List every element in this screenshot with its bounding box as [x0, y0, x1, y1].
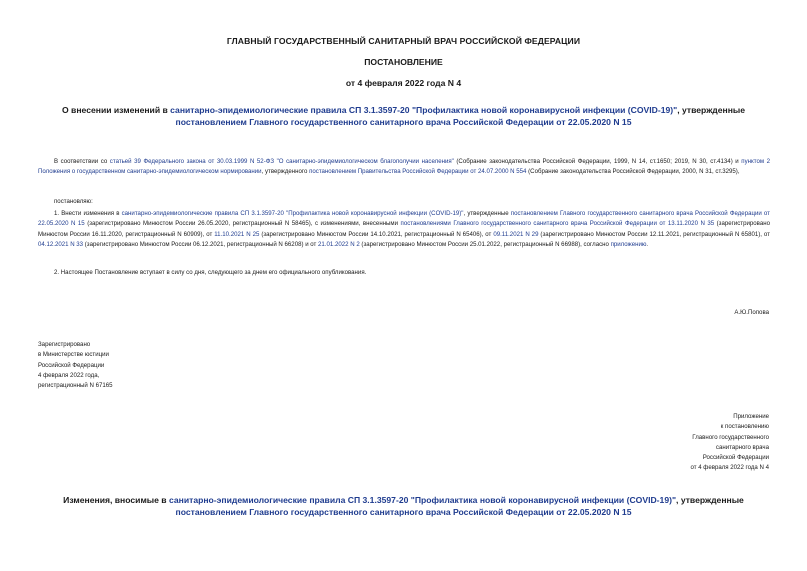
item1-link-appendix[interactable]: приложению	[610, 240, 647, 248]
appendix-title-text-2: , утвержденные	[676, 495, 744, 505]
item1-text-6: (зарегистрировано Минюстом России 12.11.2021, регистрационный N 65801), от	[538, 230, 770, 238]
appendix-line: Главного государственного	[692, 433, 769, 441]
link-regulation-point-2[interactable]: пунктом 2 Положения о государственном санитарно-эпидемиологическом нормировании	[38, 158, 770, 176]
item1-link-resolution-33[interactable]: 04.12.2021 N 33	[38, 240, 84, 248]
registration-line: Зарегистрировано	[38, 341, 91, 348]
link-government-resolution-554[interactable]: постановлением Правительства Российской Федерации от 24.07.2000 N 554	[309, 168, 527, 176]
considering-text-3: , утвержденного	[261, 168, 310, 176]
item1-text-5: (зарегистрировано Минюстом России 14.10.2021, регистрационный N 65406), от	[259, 230, 494, 238]
appendix-line: от 4 февраля 2022 года N 4	[690, 464, 769, 472]
appendix-title-link-resolution-15[interactable]: постановлением Главного государственного санитарного врача Российской Федерации от 22.05.2020 N 15	[175, 507, 632, 517]
item1-text-7: (зарегистрировано Минюстом России 06.12.2021, регистрационный N 66208) и от	[83, 240, 319, 248]
item-1-paragraph	[38, 209, 770, 250]
registration-line: Российской Федерации	[38, 361, 105, 369]
item1-text-8: (зарегистрировано Минюстом России 25.01.2022, регистрационный N 66988), согласно	[359, 240, 611, 248]
appendix-line: Приложение	[733, 413, 769, 420]
item1-link-resolution-29[interactable]: 09.11.2021 N 29	[493, 230, 539, 238]
registration-line: 4 февраля 2022 года,	[38, 371, 100, 379]
item1-text-2: , утвержденные	[463, 210, 511, 217]
appendix-title-link-sanitary-rules[interactable]: санитарно-эпидемиологические правила СП 3.1.3597-20 "Профилактика новой коронавирусной инфекции (COVID-19)"	[168, 495, 677, 505]
considering-text-2: (Собрание законодательства Российской Федерации, 1999, N 14, ст.1650; 2019, N 30, ст.4134) и	[453, 158, 742, 165]
document-title	[40, 104, 767, 128]
considering-text-4: (Собрание законодательства Российской Федерации, 2000, N 31, ст.3295),	[526, 168, 740, 176]
appendix-title	[40, 494, 767, 518]
appendix-line: санитарного врача	[715, 443, 769, 451]
appendix-line: Российской Федерации	[702, 454, 769, 462]
link-article-39[interactable]: статьей 39 Федерального закона от 30.03.1999 N 52-ФЗ "О санитарно-эпидемиологическом благополучии населения"	[109, 158, 454, 165]
title-link-sanitary-rules[interactable]: санитарно-эпидемиологические правила СП 3.1.3597-20 "Профилактика новой коронавирусной инфекции (COVID-19)"	[170, 105, 678, 115]
registration-line: в Министерстве юстиции	[38, 351, 109, 359]
document-type: ПОСТАНОВЛЕНИЕ	[364, 57, 443, 67]
signature: А.Ю.Попова	[734, 309, 769, 316]
registration-line: регистрационный N 67165	[38, 382, 113, 390]
issuing-authority: ГЛАВНЫЙ ГОСУДАРСТВЕННЫЙ САНИТАРНЫЙ ВРАЧ РОССИЙСКОЙ ФЕДЕРАЦИИ	[226, 36, 581, 46]
item-2-paragraph: 2. Настоящее Постановление вступает в силу со дня, следующего за днем его официального опубликования.	[54, 269, 367, 276]
item1-link-sanitary-rules[interactable]: санитарно-эпидемиологические правила СП 3.1.3597-20 "Профилактика новой коронавирусной инфекции (COVID-19)"	[121, 210, 464, 217]
appendix-block	[690, 412, 769, 474]
item1-link-resolution-15[interactable]: постановлением Главного государственного санитарного врача Российской Федерации от 22.05.2020 N 15	[38, 210, 770, 228]
item1-link-resolution-35[interactable]: постановлениями Главного государственного санитарного врача Российской Федерации от 13.11.2020 N 35	[400, 220, 715, 228]
considering-text-1: В соответствии со	[54, 158, 110, 165]
title-link-resolution-15[interactable]: постановлением Главного государственного санитарного врача Российской Федерации от 22.05.2020 N 15	[175, 117, 632, 127]
registration-block	[38, 340, 113, 391]
item1-text-9: .	[646, 240, 649, 248]
item1-link-resolution-25[interactable]: 11.10.2021 N 25	[214, 230, 260, 238]
item1-link-resolution-2[interactable]: 21.01.2022 N 2	[318, 240, 360, 248]
title-text-2: , утвержденные	[677, 105, 746, 115]
item1-text-3: (зарегистрировано Минюстом России 26.05.2020, регистрационный N 58465), с изменениями, внесенными	[84, 220, 401, 228]
appendix-line: к постановлению	[720, 423, 769, 431]
considering-paragraph	[38, 157, 770, 178]
title-text-1: О внесении изменений в	[61, 105, 171, 115]
item1-text-1: 1. Внести изменения в	[54, 210, 122, 217]
resolve-line: постановляю:	[54, 198, 93, 205]
item1-text-4: (зарегистрировано Минюстом России 16.11.2020, регистрационный N 60909), от	[38, 220, 770, 238]
appendix-title-text-1: Изменения, вносимые в	[63, 495, 169, 505]
document-date: от 4 февраля 2022 года N 4	[345, 78, 462, 88]
